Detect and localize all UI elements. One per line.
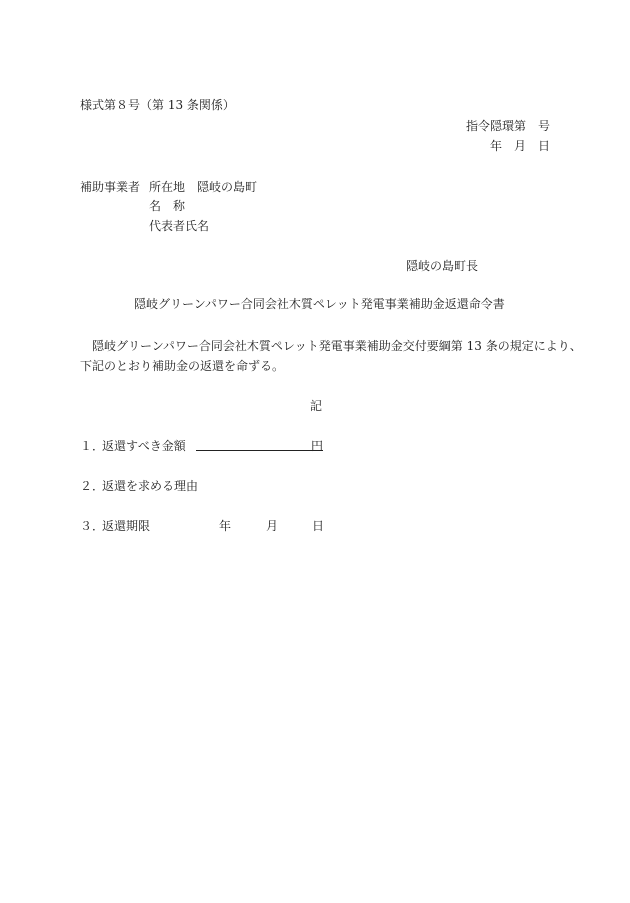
address-label: 所在地 [149, 180, 186, 194]
recipient-name-label: 名 称 [149, 199, 186, 213]
representative-label: 代表者氏名 [149, 219, 210, 233]
item-refund-deadline [80, 518, 150, 534]
ki-heading: 記 [310, 399, 323, 413]
body-paragraph [80, 336, 582, 376]
issuer: 隠岐の島町長 [406, 259, 479, 273]
item-number: １． [80, 439, 105, 453]
address-value: 隠岐の島町 [197, 180, 258, 194]
item-label: 返還すべき金額 [102, 439, 186, 453]
yen-unit: 円 [311, 439, 324, 453]
body-line-2: 下記のとおり補助金の返還を命ずる。 [80, 359, 285, 373]
deadline-year: 年 [219, 519, 232, 533]
deadline-day: 日 [312, 519, 325, 533]
item-label: 返還を求める理由 [102, 479, 199, 493]
form-number: 様式第８号（第 13 条関係） [80, 98, 235, 112]
issue-date [490, 138, 550, 154]
issue-date-day: 日 [537, 139, 550, 153]
deadline-month: 月 [266, 519, 279, 533]
item-number: ２． [80, 479, 105, 493]
issue-date-year: 年 [489, 139, 502, 153]
recipient-address [149, 179, 257, 195]
recipient-label: 補助事業者 [80, 180, 141, 194]
item-refund-amount [80, 438, 186, 454]
amount-blank-line [196, 450, 323, 451]
item-label: 返還期限 [102, 519, 151, 533]
reference-number: 指令隠環第 号 [465, 119, 550, 133]
item-number: ３． [80, 519, 105, 533]
document-title: 隠岐グリーンパワー合同会社木質ペレット発電事業補助金返還命令書 [134, 297, 505, 311]
issue-date-month: 月 [513, 139, 526, 153]
item-refund-reason [80, 478, 198, 494]
body-line-1: 隠岐グリーンパワー合同会社木質ペレット発電事業補助金交付要綱第 13 条の規定により、 [92, 339, 582, 353]
